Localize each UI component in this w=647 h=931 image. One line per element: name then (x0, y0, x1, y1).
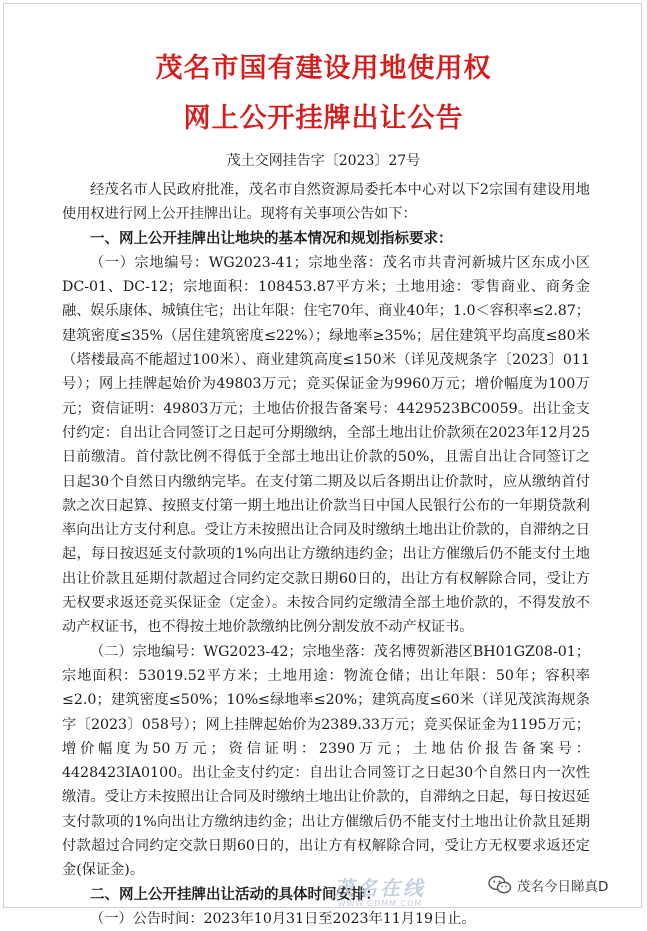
document-body (62, 178, 590, 931)
site-watermark-logo: 茂名在线 (334, 876, 426, 900)
wechat-watermark (488, 870, 608, 900)
document-number: 茂土交网挂告字〔2023〕27号 (226, 153, 421, 169)
wechat-icon (488, 875, 512, 895)
intro-paragraph: 经茂名市人民政府批准，茂名市自然资源局委托本中心对以下2宗国有建设用地使用权进行网上公开挂牌出让。现将有关事项公告如下： (62, 182, 590, 223)
section-2-heading: 二、网上公开挂牌出让活动的具体时间安排： (90, 886, 380, 903)
wechat-account-name: 茂名今日睇真D (517, 879, 609, 895)
section-1-heading: 一、网上公开挂牌出让地块的基本情况和规划指标要求： (90, 230, 453, 247)
parcel-1-paragraph: （一）宗地编号：WG2023-41；宗地坐落：茂名市共青河新城片区东成小区DC-01、DC-12；宗地面积：108453.87平方米；土地用途：零售商业、商务金融、娱乐康体、城镇住宅；出让年限：住宅70年、商业40年；1.0＜容积率≤2.87；建筑密度≤35%（居住建筑密度≤22%）；绿地率≥35%；居住建筑平均高度≤80米（塔楼最高不能超过100米）、商业建筑高度≤150米（详见茂规条字〔2023〕011号）；网上挂牌起始价为49803万元；竞买保证金为9960万元；增价幅度为100万元；资信证明：49803万元；土地估价报告备案号：4429523BC0059。出让金支付约定：自出让合同签订之日起可分期缴纳，全部土地出让价款须在2023年12月25日前缴清。首付款比例不得低于全部土地出让价款的50%，且需自出让合同签订之日起30个自然日内缴纳完毕。在支付第二期及以后各期出让价款时，应从缴纳首付款之次日起算、按照支付第一期土地出让价款当日中国人民银行公布的一年期贷款利率向出让方支付利息。受让方未按照出让合同及时缴纳土地出让价款的，自滞纳之日起，每日按迟延支付款项的1%向出让方缴纳违约金；出让方催缴后仍不能支付土地出让价款且延期付款超过合同约定交款日期60日的，出让方有权解除合同，受让方无权要求返还竞买保证金（定金）。未按合同约定缴清全部土地价款的，不得发放不动产权证书，也不得按土地价款缴纳比例分割发放不动产权证书。 (62, 254, 590, 636)
document-title-line-2: 网上公开挂牌出让公告 (183, 103, 464, 134)
site-watermark-url: WWW.GDMM.COM (337, 899, 423, 908)
document-title-line-1: 茂名市国有建设用地使用权 (155, 53, 492, 84)
parcel-2-paragraph: （二）宗地编号：WG2023-42；宗地坐落：茂名博贺新港区BH01GZ08-01；宗地面积：53019.52平方米；土地用途：物流仓储；出让年限：50年；容积率≤2.0；建筑密度≤50%；10%≤绿地率≤20%；建筑高度≤60米（详见茂滨海规条字〔2023〕058号）；网上挂牌起始价为2389.33万元；竞买保证金为1195万元；增价幅度为50万元；资信证明：2390万元；土地估价报告备案号：4428423IA0100。出让金支付约定：自出让合同签订之日起30个自然日内一次性缴清。受让方未按照出让合同及时缴纳土地出让价款的，自滞纳之日起，每日按迟延支付款项的1%向出让方缴纳违约金；出让方催缴后仍不能支付土地出让价款且延期付款超过合同约定交款日期60日的，出让方有权解除合同，受让方无权要求返还定金(保证金)。 (62, 643, 590, 879)
site-watermark (300, 872, 460, 908)
announcement-period-paragraph: （一）公告时间：2023年10月31日至2023年11月19日止。 (90, 910, 476, 927)
